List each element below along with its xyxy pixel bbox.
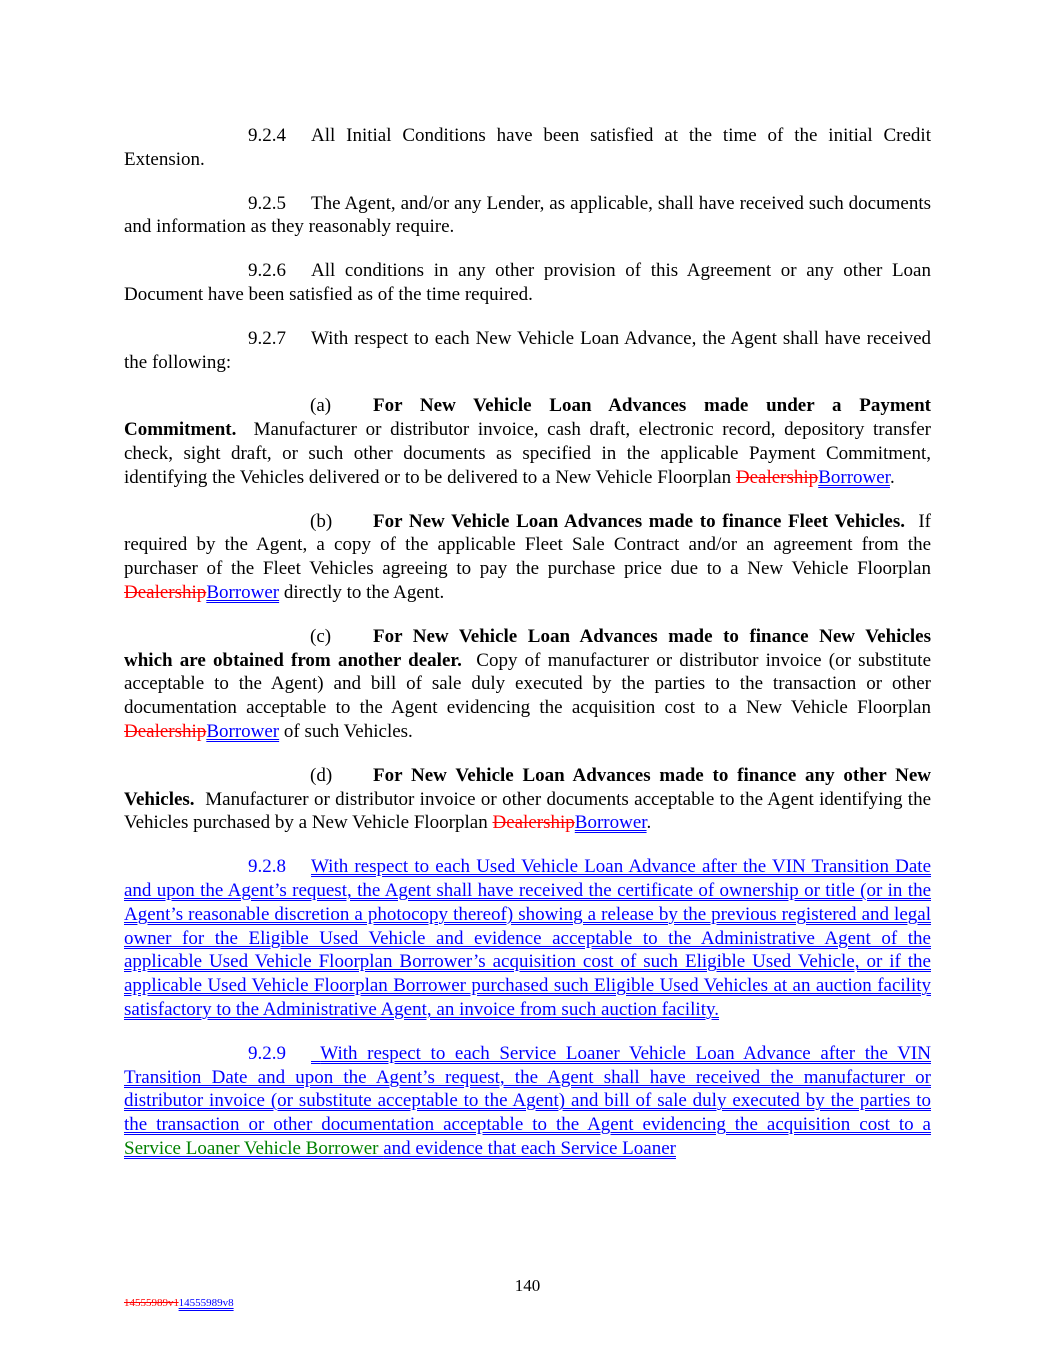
paragraph-text: The Agent, and/or any Lender, as applicable, shall have received such documents and information as they reasonably require. <box>124 192 931 238</box>
item-tail: . <box>889 466 895 488</box>
item-tail: . <box>646 812 652 834</box>
inserted-text: Borrower <box>206 720 280 742</box>
item-heading: For New Vehicle Loan Advances made under a Payment Commitment. <box>124 395 931 441</box>
item-heading: For New Vehicle Loan Advances made to finance any other New Vehicles. <box>124 764 931 810</box>
deleted-text: Dealership <box>124 581 207 603</box>
paragraph-text: With respect to each Service Loaner Vehicle Loan Advance after the VIN Transition Date and upon the Agent’s request, the Agent shall have received the manufacturer or distributor invoice (or substitute acceptable to the Agent) and bill of sale duly executed by the parties to the transaction or other documentation acceptable to the Agent evidencing the acquisition cost to a <box>124 1042 931 1136</box>
section-number: 9.2.9 <box>248 1042 286 1064</box>
page-number: 140 <box>514 1276 541 1295</box>
paragraph-text: With respect to each Used Vehicle Loan Advance after the VIN Transition Date and upon the Agent’s request, the Agent shall have received the certificate of ownership or title (or in the Agent’s reasonable discretion a photocopy thereof) showing a release by the previous registered and legal owner for the Eligible Used Vehicle and evidence acceptable to the Administrative Agent of the applicable Used Vehicle Floorplan Borrower’s acquisition cost of such Eligible Used Vehicle, or if the applicable Used Vehicle Floorplan Borrower purchased such Eligible Used Vehicles at an auction facility satisfactory to the Administrative Agent, an invoice from such auction facility. <box>124 856 931 1020</box>
section-number: 9.2.8 <box>248 856 286 878</box>
item-label: (a) <box>310 395 332 417</box>
paragraph-text: All conditions in any other provision of this Agreement or any other Loan Document have been satisfied as of the time required. <box>124 260 931 305</box>
item-tail: of such Vehicles. <box>283 720 413 742</box>
paragraph-9-2-9 <box>124 1042 931 1161</box>
paragraph-9-2-4 <box>124 124 931 172</box>
item-heading: For New Vehicle Loan Advances made to finance New Vehicles which are obtained from another dealer. <box>124 625 931 671</box>
subparagraph-a <box>124 394 931 489</box>
old-document-id: 14555989v1 <box>124 1297 179 1309</box>
paragraph-9-2-5 <box>124 192 931 240</box>
subparagraph-c <box>124 625 931 744</box>
section-number: 9.2.6 <box>248 260 286 282</box>
inserted-text: Borrower <box>574 812 647 834</box>
item-text: Copy of manufacturer or distributor invoice (or substitute acceptable to the Agent) and bill of sale duly executed by the parties to the transaction or other documentation acceptable to the Agent evidencing the acquisition cost to a New Vehicle Floorplan <box>124 649 932 719</box>
item-tail: directly to the Agent. <box>283 581 445 603</box>
subparagraph-b <box>124 510 931 605</box>
paragraph-text: With respect to each New Vehicle Loan Advance, the Agent shall have received the following: <box>124 327 931 373</box>
document-body <box>124 124 931 1181</box>
moved-text: Service Loaner Vehicle Borrower <box>124 1137 379 1159</box>
item-heading: For New Vehicle Loan Advances made to finance Fleet Vehicles. <box>373 510 905 532</box>
subparagraph-d <box>124 764 931 835</box>
deleted-text: Dealership <box>735 466 819 488</box>
item-label: (d) <box>310 764 333 786</box>
inserted-text: Borrower <box>818 466 890 488</box>
section-number: 9.2.5 <box>248 192 286 214</box>
section-number: 9.2.4 <box>248 125 286 146</box>
item-label: (b) <box>310 510 333 532</box>
item-text: Manufacturer or distributor invoice, cash draft, electronic record, depository transfer check, sight draft, or such other documents as specified in the applicable Payment Commitment, identifying the Vehicles delivered or to be delivered to a New Vehicle Floorplan <box>124 419 931 488</box>
item-text: Manufacturer or distributor invoice or other documents acceptable to the Agent identifying the Vehicles purchased by a New Vehicle Floorplan <box>124 788 932 834</box>
paragraph-9-2-7 <box>124 327 931 375</box>
item-label: (c) <box>310 625 332 647</box>
deleted-text: Dealership <box>124 720 207 742</box>
paragraph-tail: and evidence that each Service Loaner <box>383 1137 676 1159</box>
paragraph-9-2-6 <box>124 259 931 307</box>
new-document-id: 14555989v8 <box>178 1297 234 1309</box>
paragraph-9-2-8 <box>124 855 931 1022</box>
paragraph-text: All Initial Conditions have been satisfied at the time of the initial Credit Extension. <box>124 125 931 170</box>
item-text: If required by the Agent, a copy of the applicable Fleet Sale Contract and/or an agreement from the purchaser of the Fleet Vehicles agreeing to pay the purchase price due to a New Vehicle Floorplan <box>124 510 931 580</box>
section-number: 9.2.7 <box>248 327 286 349</box>
document-id <box>124 1297 234 1309</box>
deleted-text: Dealership <box>492 812 575 834</box>
inserted-text: Borrower <box>206 581 280 603</box>
